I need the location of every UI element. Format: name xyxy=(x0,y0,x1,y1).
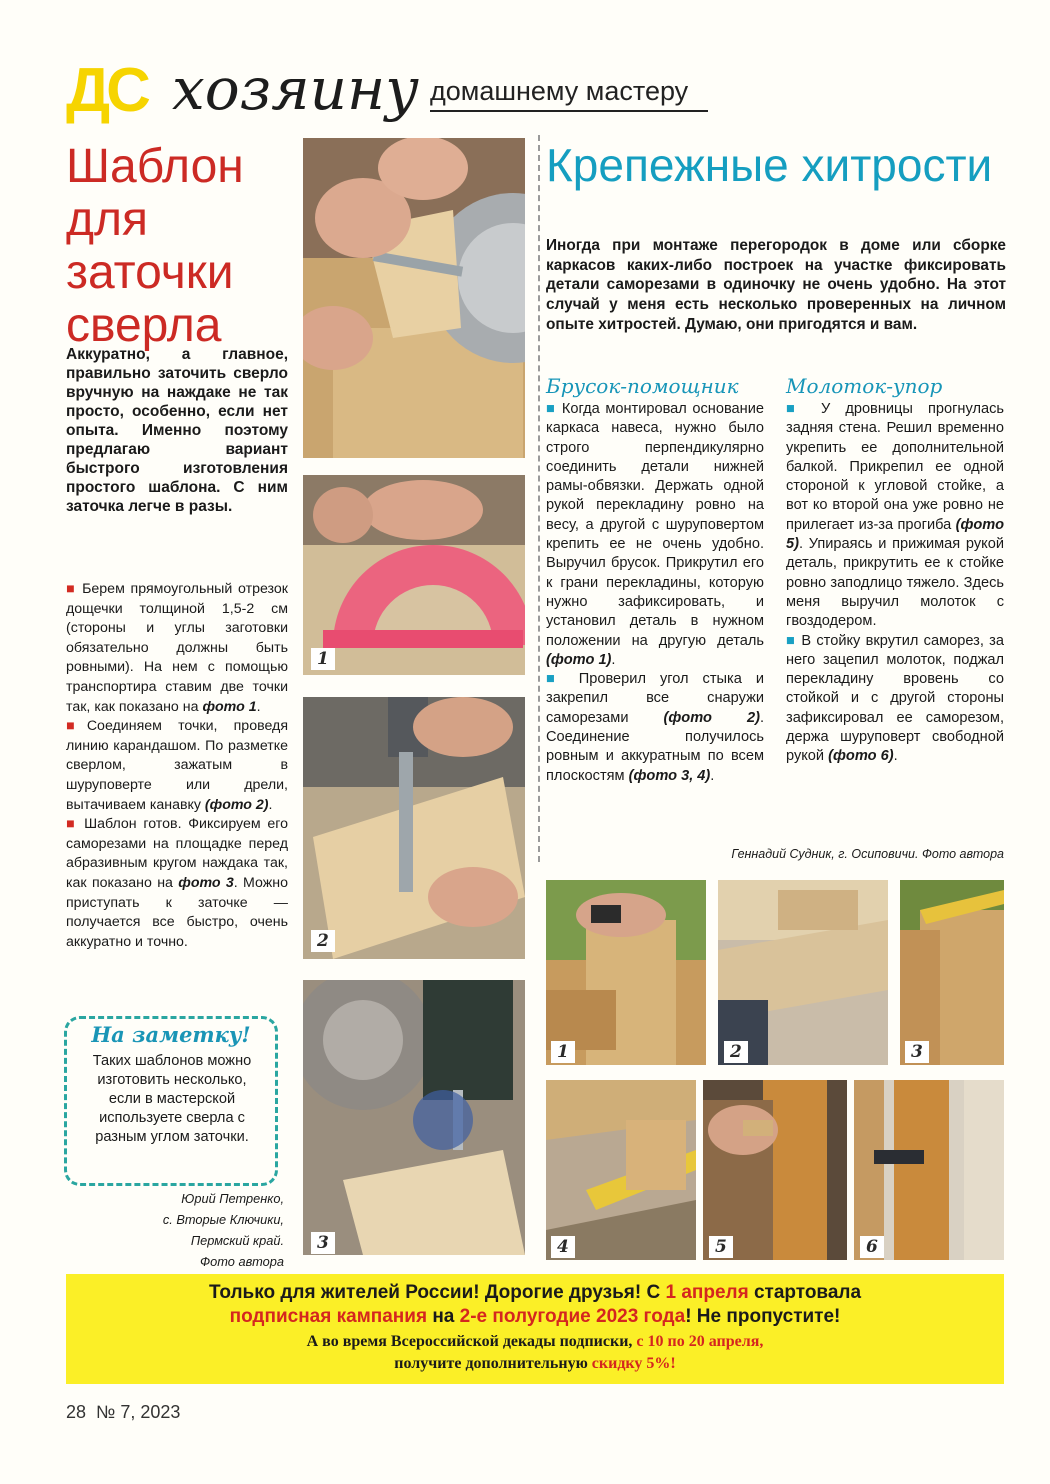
paragraph: ■Соединяем точки, проведя линию карандашом. По разметке сверлом, зажатым в шуруповерте или дрели, вытачиваем канавку (фото 2). xyxy=(66,718,288,813)
photo-label: 1 xyxy=(551,1041,575,1063)
photo-label: 4 xyxy=(551,1236,575,1258)
photo-screwing-joint xyxy=(718,880,888,1065)
article-title-left: Шаблон для заточки сверла xyxy=(66,140,244,352)
rubric-subtitle: домашнему мастеру xyxy=(430,76,689,106)
photo-label: 3 xyxy=(311,1232,335,1254)
banner-line-1: Только для жителей России! Дорогие друзья! С 1 апреля стартовала xyxy=(208,1282,862,1303)
author-credit-left: Юрий Петренко, с. Вторые Ключики, Пермский край. Фото автора xyxy=(162,1191,284,1269)
photo-label: 6 xyxy=(860,1236,884,1258)
bullet-square-icon: ■ xyxy=(66,718,87,735)
paragraph: ■ Проверил угол стыка и закрепил все снаружи саморезами (фото 2). Соединение получилось ровным и аккуратным по всем плоскостям (фото 3, 4). xyxy=(546,671,764,784)
section-title: Молоток-упор xyxy=(786,374,943,398)
banner-line-3: А во время Всероссийской декады подписки, с 10 по 20 апреля, xyxy=(306,1333,764,1350)
photo-grinder-sharpening xyxy=(303,980,525,1255)
bullet-square-icon: ■ xyxy=(786,401,806,417)
paragraph: ■ Берем прямоугольный отрезок дощечки толщиной 1,5-2 см (стороны и углы заготовки обязательно должны быть ровными). На нем с помощью транспортира ставим две точки так, как показано на фото 1. xyxy=(66,581,288,715)
note-title: На заметку! xyxy=(91,1022,251,1047)
paragraph: ■ Шаблон готов. Фиксируем его саморезами на площадке перед абразивным кругом наждака так, как показано на фото 3. Можно приступать к заточке — получается все быстро, очень аккуратно и точно. xyxy=(66,816,288,950)
article-lead-right: Иногда при монтаже перегородок в доме или сборке каркасов каких-либо построек на участке фиксировать детали саморезами в одиночку не очень удобно. На этот случай у меня есть несколько проверенных на личном опыте хитростей. Думаю, они пригодятся и вам. xyxy=(546,237,1006,333)
article-lead-left: Аккуратно, а главное, правильно заточить сверло вручную на наждаке не так просто, особенно, если нет опыта. Именно поэтому предлагаю вариант быстрого изготовления простого шаблона. С ним заточка легче в разы. xyxy=(66,346,288,515)
photo-frame-block xyxy=(546,880,706,1065)
photo-label: 1 xyxy=(311,648,335,670)
header-underline xyxy=(430,110,708,112)
bullet-square-icon: ■ xyxy=(546,401,557,417)
bullet-square-icon: ■ xyxy=(66,581,77,597)
banner-line-4: получите дополнительную скидку 5%! xyxy=(394,1355,676,1372)
photo-label: 2 xyxy=(724,1041,748,1063)
paragraph: ■ У дровницы прогнулась задняя стена. Решил временно укрепить ее дополнительной балкой. Прикрепил ее одной стороной к угловой стойке, а вот ко второй она уже ровно не прилегает из-за прогиба (фото 5). Упираясь и прижимая рукой деталь, прикрутить ее к стойке ровно заподлицо тяжело. Здесь меня выручил молоток с гвоздодером. xyxy=(786,401,1004,630)
article-body-left xyxy=(66,580,288,952)
photo-label: 3 xyxy=(905,1041,929,1063)
author-credit-right: Геннадий Судник, г. Осиповичи. Фото автора xyxy=(731,847,1004,861)
rubric-title: хозяину xyxy=(172,55,419,123)
paragraph: ■ В стойку вкрутил саморез, за него зацепил молоток, поджал перекладину вровень со стойкой и с другой стороны зафиксировал ее саморезом, держа шуруповерт свободной рукой (фото 6). xyxy=(786,632,1004,765)
page-footer xyxy=(66,1402,180,1423)
photo-post-hand xyxy=(703,1080,847,1260)
paragraph: ■ Когда монтировал основание каркаса навеса, нужно было строго перпендикулярно соединить детали нижней рамы-обвязки. Держать одной рукой перекладину ровно на весу, а другой с шуруповертом крепить ее не очень удобно. Выручил брусок. Прикрутил его к грани перекладины, которую нужно зафиксировать, и установил деталь в нужном положении на другую деталь (фото 1). xyxy=(546,401,764,668)
bullet-square-icon: ■ xyxy=(66,816,78,833)
note-text: Таких шаблонов можно изготовить несколько, если в мастерской используете сверла с разным углом заточки. xyxy=(92,1053,252,1145)
photo-label: 5 xyxy=(709,1236,733,1258)
photo-hands-template xyxy=(303,138,525,458)
photo-hammer-stop xyxy=(854,1080,1004,1260)
photo-drilling-groove xyxy=(303,697,525,959)
brand-logo: ДС xyxy=(66,56,147,125)
page-number: 28 xyxy=(66,1402,87,1422)
issue-number: № 7, 2023 xyxy=(96,1402,181,1422)
section-body xyxy=(546,400,764,786)
photo-label: 2 xyxy=(311,930,335,952)
photo-corner-ruler xyxy=(546,1080,696,1260)
section-title: Брусок-помощник xyxy=(546,374,739,398)
column-divider xyxy=(538,135,540,862)
bullet-square-icon: ■ xyxy=(546,671,565,688)
bullet-square-icon: ■ xyxy=(786,632,797,649)
banner-line-2: подписная кампания на 2-е полугодие 2023 года! Не пропустите! xyxy=(229,1306,841,1327)
article-title-right: Крепежные хитрости xyxy=(546,139,993,191)
photo-protractor xyxy=(303,475,525,675)
section-body xyxy=(786,400,1004,767)
photo-square-check xyxy=(900,880,1004,1065)
